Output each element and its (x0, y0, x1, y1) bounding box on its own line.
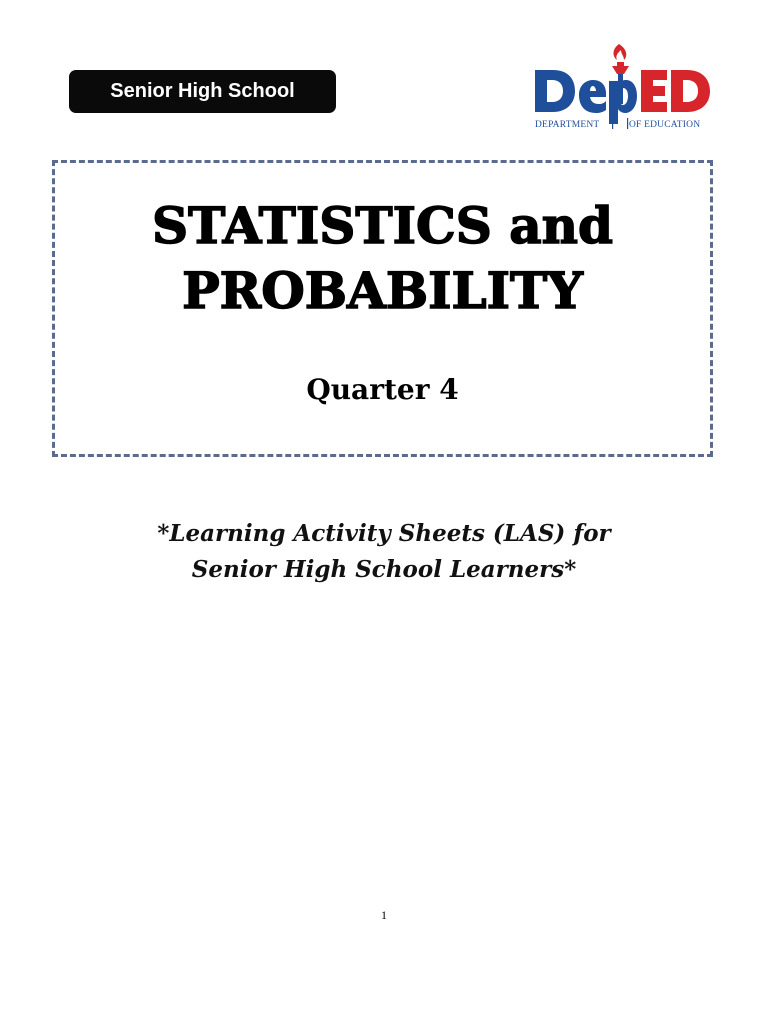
svg-text:DEPARTMENT: DEPARTMENT (535, 120, 600, 130)
subtitle-line-1: *Learning Activity Sheets (LAS) for (157, 520, 611, 547)
senior-high-school-badge: Senior High School (69, 70, 336, 113)
title-line-2: PROBABILITY (182, 261, 583, 320)
svg-text:OF EDUCATION: OF EDUCATION (629, 120, 701, 130)
title-line-1: STATISTICS and (152, 196, 613, 255)
quarter-label: Quarter 4 (306, 373, 459, 406)
title-box (52, 160, 713, 457)
subtitle-line-2: Senior High School Learners* (191, 556, 577, 583)
page-number: 1 (381, 908, 387, 922)
deped-logo (533, 40, 713, 132)
